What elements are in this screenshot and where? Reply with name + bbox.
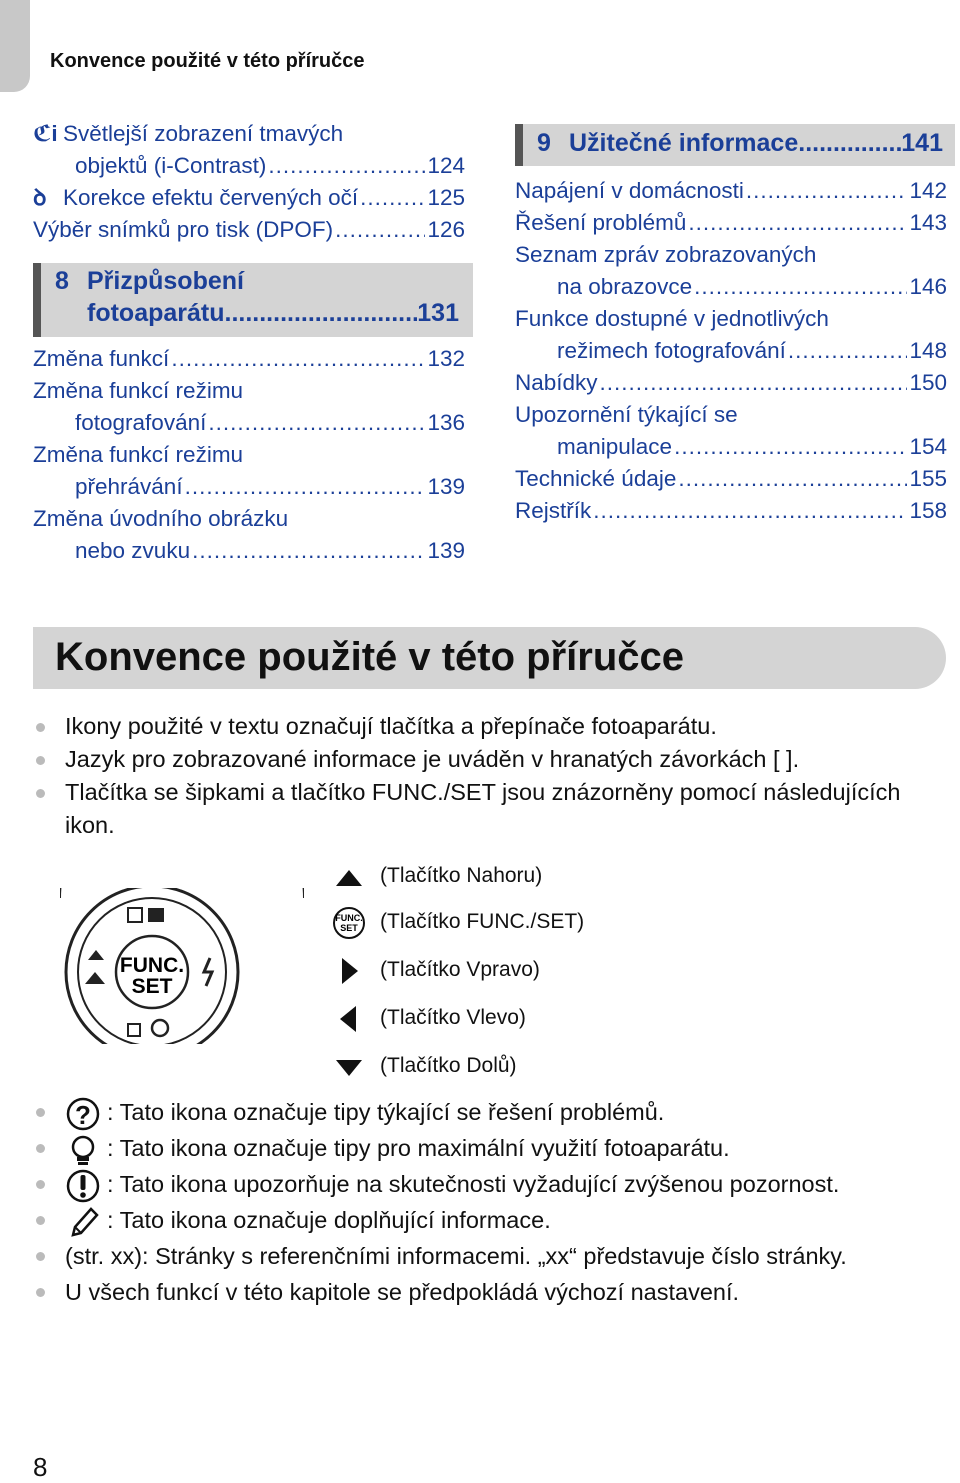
toc-leader <box>593 495 907 527</box>
bullet-item <box>33 1238 953 1274</box>
dial-center-label-2: SET <box>131 975 173 998</box>
toc-chapter-8-items <box>33 343 465 567</box>
toc-leader <box>208 407 425 439</box>
running-head: Konvence použité v této příručce <box>50 50 365 72</box>
section-heading-bar <box>33 627 946 689</box>
question-icon <box>65 1097 101 1131</box>
toc-item-page: 155 <box>909 466 947 491</box>
chapter-9-heading[interactable] <box>515 124 955 166</box>
toc-item-page: 125 <box>427 185 465 210</box>
toc-leader <box>788 335 908 367</box>
toc-leader <box>225 299 418 328</box>
toc-item[interactable] <box>515 463 947 495</box>
toc-leader <box>746 175 908 207</box>
chapter-title: Užitečné informace <box>569 129 799 157</box>
i-contrast-icon: ℭi <box>33 121 58 146</box>
toc-leader <box>192 535 425 567</box>
red-eye-icon: ꝺ <box>33 185 47 210</box>
toc-item-first-line: Upozornění týkající se <box>515 402 738 427</box>
toc-leader <box>171 343 425 375</box>
chapter-title-line1: Přizpůsobení <box>87 267 244 295</box>
bullet-item: Ikony použité v textu označují tlačítka a přepínače fotoaparátu. <box>33 710 943 743</box>
toc-leader <box>268 150 425 182</box>
toc-item-first-line: Funkce dostupné v jednotlivých <box>515 306 829 331</box>
toc-leader <box>678 463 907 495</box>
toc-item-page: 148 <box>909 338 947 363</box>
toc-item-text: Řešení problémů <box>515 210 687 235</box>
exclamation-icon <box>65 1169 101 1203</box>
toc-item-text: Technické údaje <box>515 466 677 491</box>
toc-item-text: nebo zvuku <box>75 538 191 563</box>
toc-item[interactable] <box>33 343 465 375</box>
key-left-row <box>330 1004 630 1034</box>
toc-left-column <box>33 118 465 246</box>
toc-item[interactable] <box>515 175 947 207</box>
chapter-number: 8 <box>55 267 69 295</box>
toc-leader <box>335 214 425 246</box>
toc-leader <box>798 129 901 158</box>
key-label: (Tlačítko Vpravo) <box>380 958 540 981</box>
section-title: Konvence použité v této příručce <box>55 635 685 679</box>
chapter-title-line2: fotoaparátu <box>87 299 225 327</box>
key-label: (Tlačítko Nahoru) <box>380 864 543 887</box>
toc-item[interactable] <box>33 439 465 503</box>
toc-item[interactable] <box>33 503 465 567</box>
icon-note <box>33 1166 953 1202</box>
icon-note <box>33 1094 953 1130</box>
toc-item-page: 132 <box>427 346 465 371</box>
icon-note-text: : Tato ikona upozorňuje na skutečnosti vyžadující zvýšenou pozornost. <box>107 1171 840 1197</box>
toc-item[interactable] <box>33 375 465 439</box>
pencil-icon <box>65 1205 101 1239</box>
toc-item-page: 142 <box>909 178 947 203</box>
key-down-row <box>330 1052 630 1082</box>
func-icon-text: FUNC. <box>335 913 363 923</box>
key-up-row <box>330 862 630 892</box>
chapter-page: 131 <box>417 299 459 327</box>
toc-item-page: 139 <box>427 538 465 563</box>
key-label: (Tlačítko Dolů) <box>380 1054 517 1077</box>
toc-item-text: fotografování <box>75 410 207 435</box>
toc-item-text: Nabídky <box>515 370 598 395</box>
toc-item-first-line: Změna funkcí režimu <box>33 378 244 403</box>
left-arrow-icon <box>332 1004 366 1034</box>
toc-item-dpof[interactable] <box>33 214 465 246</box>
chapter-page: 141 <box>901 129 943 157</box>
toc-item-text: Korekce efektu červených očí <box>63 185 359 210</box>
toc-leader <box>674 431 907 463</box>
key-func-row <box>330 908 630 938</box>
toc-item[interactable] <box>515 399 947 463</box>
toc-item-first-line: Změna funkcí režimu <box>33 442 244 467</box>
key-label: (Tlačítko FUNC./SET) <box>380 910 585 933</box>
set-icon-text: SET <box>340 923 358 933</box>
bullet-item: Tlačítka se šipkami a tlačítko FUNC./SET jsou znázorněny pomocí následujících ikon. <box>33 776 943 842</box>
bullet-item <box>33 1274 953 1310</box>
toc-item-page: 139 <box>427 474 465 499</box>
bullet-text: U všech funkcí v této kapitole se předpokládá výchozí nastavení. <box>65 1279 740 1305</box>
icon-note <box>33 1130 953 1166</box>
toc-item-page: 158 <box>909 498 947 523</box>
toc-item-text: manipulace <box>557 434 673 459</box>
toc-item-page: 124 <box>427 153 465 178</box>
toc-leader <box>360 182 425 214</box>
toc-item-page: 154 <box>909 434 947 459</box>
toc-item-first-line: Seznam zpráv zobrazovaných <box>515 242 817 267</box>
toc-item-text: na obrazovce <box>557 274 693 299</box>
toc-item-first-line: Změna úvodního obrázku <box>33 506 289 531</box>
intro-bullet-list <box>33 710 943 842</box>
toc-item-red-eye[interactable] <box>33 182 465 214</box>
toc-right-column <box>515 175 947 527</box>
icon-note-text: : Tato ikona označuje tipy pro maximální využití fotoaparátu. <box>107 1135 730 1161</box>
toc-item-text: Výběr snímků pro tisk (DPOF) <box>33 217 334 242</box>
page-edge-tab <box>0 0 30 92</box>
toc-item-page: 150 <box>909 370 947 395</box>
toc-item[interactable] <box>515 239 947 303</box>
toc-item-text: režimech fotografování <box>557 338 786 363</box>
toc-item-page: 136 <box>427 410 465 435</box>
key-label: (Tlačítko Vlevo) <box>380 1006 526 1029</box>
toc-item[interactable] <box>515 303 947 367</box>
toc-item-page: 146 <box>909 274 947 299</box>
toc-leader <box>688 207 907 239</box>
icon-note <box>33 1202 953 1238</box>
chapter-8-heading[interactable] <box>33 263 473 337</box>
func-set-icon <box>332 906 366 940</box>
control-dial-illustration <box>60 888 304 1044</box>
icon-note-text: : Tato ikona označuje tipy týkající se řešení problémů. <box>107 1099 665 1125</box>
icon-notes-list <box>33 1094 953 1310</box>
toc-item-i-contrast[interactable] <box>33 118 465 182</box>
toc-leader <box>600 367 908 399</box>
toc-item-first-line: Světlejší zobrazení tmavých <box>63 121 344 146</box>
toc-item-text: Napájení v domácnosti <box>515 178 744 203</box>
toc-item-page: 126 <box>427 217 465 242</box>
up-arrow-icon <box>332 862 366 892</box>
page-number: 8 <box>33 1452 48 1482</box>
key-right-row <box>330 956 630 986</box>
toc-item[interactable] <box>515 495 947 527</box>
toc-item[interactable] <box>515 367 947 399</box>
right-arrow-icon <box>332 956 366 986</box>
toc-leader <box>185 471 426 503</box>
lightbulb-icon <box>65 1133 101 1167</box>
svg-text:?: ? <box>75 1099 91 1130</box>
toc-item-text: Rejstřík <box>515 498 592 523</box>
toc-item-text: objektů (i-Contrast) <box>75 153 267 178</box>
dial-center-label-1: FUNC. <box>119 954 185 977</box>
bullet-item: Jazyk pro zobrazované informace je uváděn v hranatých závorkách [ ]. <box>33 743 943 776</box>
chapter-number: 9 <box>537 129 551 157</box>
icon-note-text: : Tato ikona označuje doplňující informace. <box>107 1207 551 1233</box>
toc-leader <box>694 271 907 303</box>
down-arrow-icon <box>332 1052 366 1082</box>
toc-item[interactable] <box>515 207 947 239</box>
toc-item-text: přehrávání <box>75 474 183 499</box>
toc-item-text: Změna funkcí <box>33 346 170 371</box>
bullet-text: (str. xx): Stránky s referenčními informacemi. „xx“ představuje číslo stránky. <box>65 1243 847 1269</box>
toc-item-page: 143 <box>909 210 947 235</box>
